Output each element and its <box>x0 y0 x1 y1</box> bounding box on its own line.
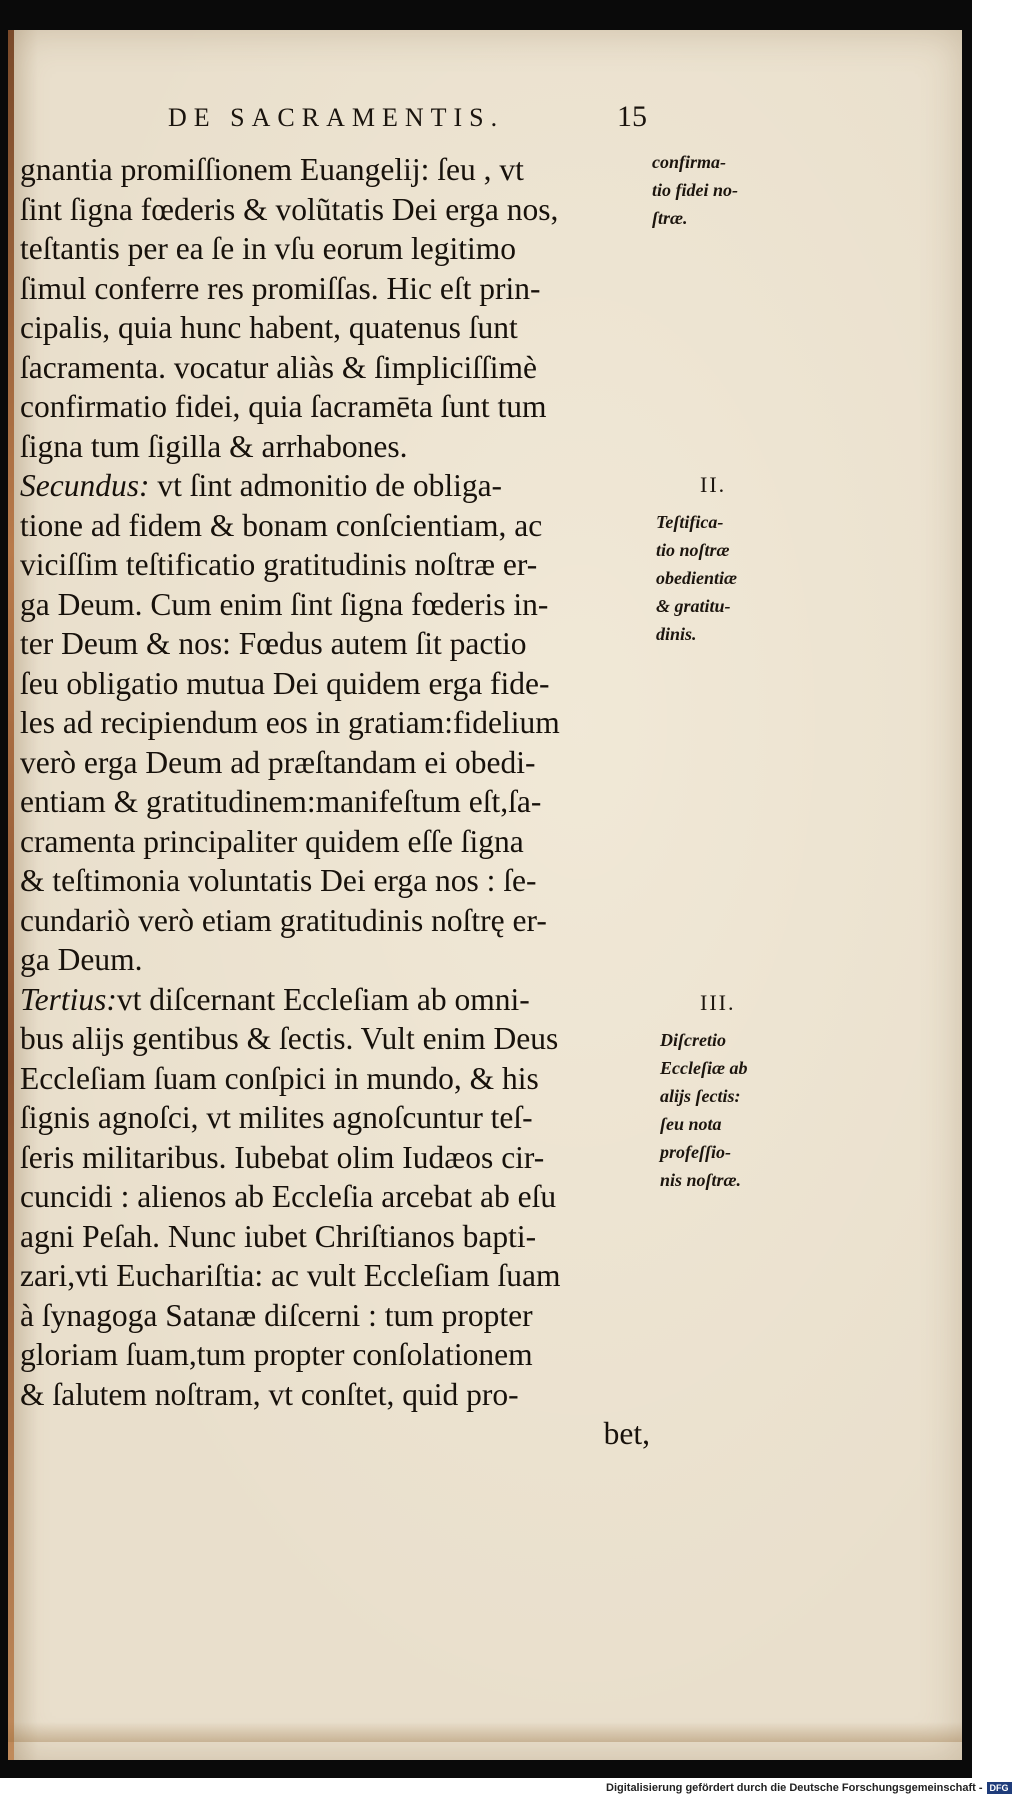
credit-text: Digitalisierung gefördert durch die Deutsche Forschungsgemeinschaft - <box>606 1782 983 1794</box>
italic-lead-word: Tertius: <box>20 981 117 1017</box>
text-line: ſigna tum ſigilla & arrhabones. <box>20 428 408 464</box>
margin-note-line: tio fidei no- <box>652 180 738 200</box>
text-line: & teſtimonia voluntatis Dei erga nos : ſe- <box>20 863 537 898</box>
text-line: zari,vti Euchariſtia: ac vult Eccleſiam ſuam <box>20 1258 561 1293</box>
margin-numeral-3: III. <box>700 990 736 1015</box>
margin-note-line: Diſcretio <box>660 1030 726 1050</box>
text-line: agni Peſah. Nunc iubet Chriſtianos bapti- <box>20 1218 537 1254</box>
margin-note-line: obedientiæ <box>656 568 737 588</box>
text-line: ſimul conferre res promiſſas. Hic eſt prin- <box>20 270 541 306</box>
margin-note-line: & gratitu- <box>656 596 731 616</box>
text-line: cundariò verò etiam gratitudinis noſtrę er- <box>20 902 547 938</box>
dfg-logo: DFG <box>987 1782 1012 1794</box>
page-number: 15 <box>617 100 647 133</box>
text-line: ſacramenta. vocatur aliàs & ſimpliciſſimè <box>20 349 537 385</box>
text-line: cramenta principaliter quidem eſſe ſigna <box>20 823 524 859</box>
margin-note-line: profeſſio- <box>660 1142 731 1162</box>
margin-note-line: Eccleſiæ ab <box>660 1058 748 1078</box>
text-line: entiam & gratitudinem:manifeſtum eſt,ſa- <box>20 784 542 819</box>
margin-note-discretio <box>660 1026 747 1194</box>
page-gutter-edge <box>8 30 14 1760</box>
margin-note-line: tio noſtræ <box>656 540 730 560</box>
margin-note-line: alijs ſectis: <box>660 1086 741 1106</box>
line-text: vt diſcernant Eccleſiam ab omni- <box>116 981 530 1017</box>
text-line: bus alijs gentibus & ſectis. Vult enim Deus <box>20 1021 559 1056</box>
margin-note-line: nis noſtræ. <box>660 1170 742 1190</box>
text-line: à ſynagoga Satanæ diſcerni : tum propter <box>20 1297 533 1333</box>
text-line: Eccleſiam ſuam conſpici in mundo, & his <box>20 1060 539 1096</box>
text-line: les ad recipiendum eos in gratiam:fidelium <box>20 705 560 740</box>
text-line: ſeu obligatio mutua Dei quidem erga fide- <box>20 665 550 701</box>
digitization-credit <box>606 1782 1012 1794</box>
text-line: confirmatio fidei, quia ſacramēta ſunt tum <box>20 389 547 424</box>
margin-note-line: dinis. <box>656 624 697 644</box>
text-line: bet, <box>603 1416 650 1451</box>
text-line: gnantia promiſſionem Euangelij: ſeu , vt <box>20 152 524 187</box>
text-line: gloriam ſuam,tum propter conſolationem <box>20 1337 533 1372</box>
margin-note-line: ſtræ. <box>652 208 688 228</box>
text-line: ſignis agnoſci, vt milites agnoſcuntur teſ- <box>20 1100 533 1135</box>
text-line: teſtantis per ea ſe in vſu eorum legitimo <box>20 231 516 266</box>
margin-note-line: Teſtifica- <box>656 512 724 532</box>
margin-note-line: ſeu nota <box>660 1114 722 1134</box>
text-line: ter Deum & nos: Fœdus autem ſit pactio <box>20 626 527 661</box>
text-line: cipalis, quia hunc habent, quatenus ſunt <box>20 310 518 345</box>
text-line <box>20 980 650 1020</box>
text-line: ga Deum. <box>20 942 143 977</box>
text-line: tione ad fidem & bonam conſcientiam, ac <box>20 507 543 543</box>
text-line: cuncidi : alienos ab Eccleſia arcebat ab eſu <box>20 1179 557 1214</box>
italic-lead-word: Secundus: <box>20 468 150 503</box>
text-line: ga Deum. Cum enim ſint ſigna fœderis in- <box>20 586 549 622</box>
line-text: vt ſint admonitio de obliga- <box>149 468 503 503</box>
margin-note-testificatio <box>656 508 737 648</box>
text-line: ſeris militaribus. Iubebat olim Iudæos cir- <box>20 1139 545 1175</box>
main-text-block <box>20 150 650 1454</box>
text-line: verò erga Deum ad præſtandam ei obedi- <box>20 744 536 780</box>
text-line: ſint ſigna fœderis & volũtatis Dei erga nos, <box>20 191 559 227</box>
margin-note-line: confirma- <box>652 152 726 172</box>
text-line: viciſſim teſtificatio gratitudinis noſtræ er- <box>20 547 538 582</box>
text-line: & ſalutem noſtram, vt conſtet, quid pro- <box>20 1376 519 1412</box>
text-line <box>20 466 650 506</box>
margin-numeral-2: II. <box>700 472 727 497</box>
page-bottom-edge <box>8 1722 962 1742</box>
margin-note-confirmatio <box>652 148 738 232</box>
running-title: DE SACRAMENTIS. <box>168 103 505 132</box>
